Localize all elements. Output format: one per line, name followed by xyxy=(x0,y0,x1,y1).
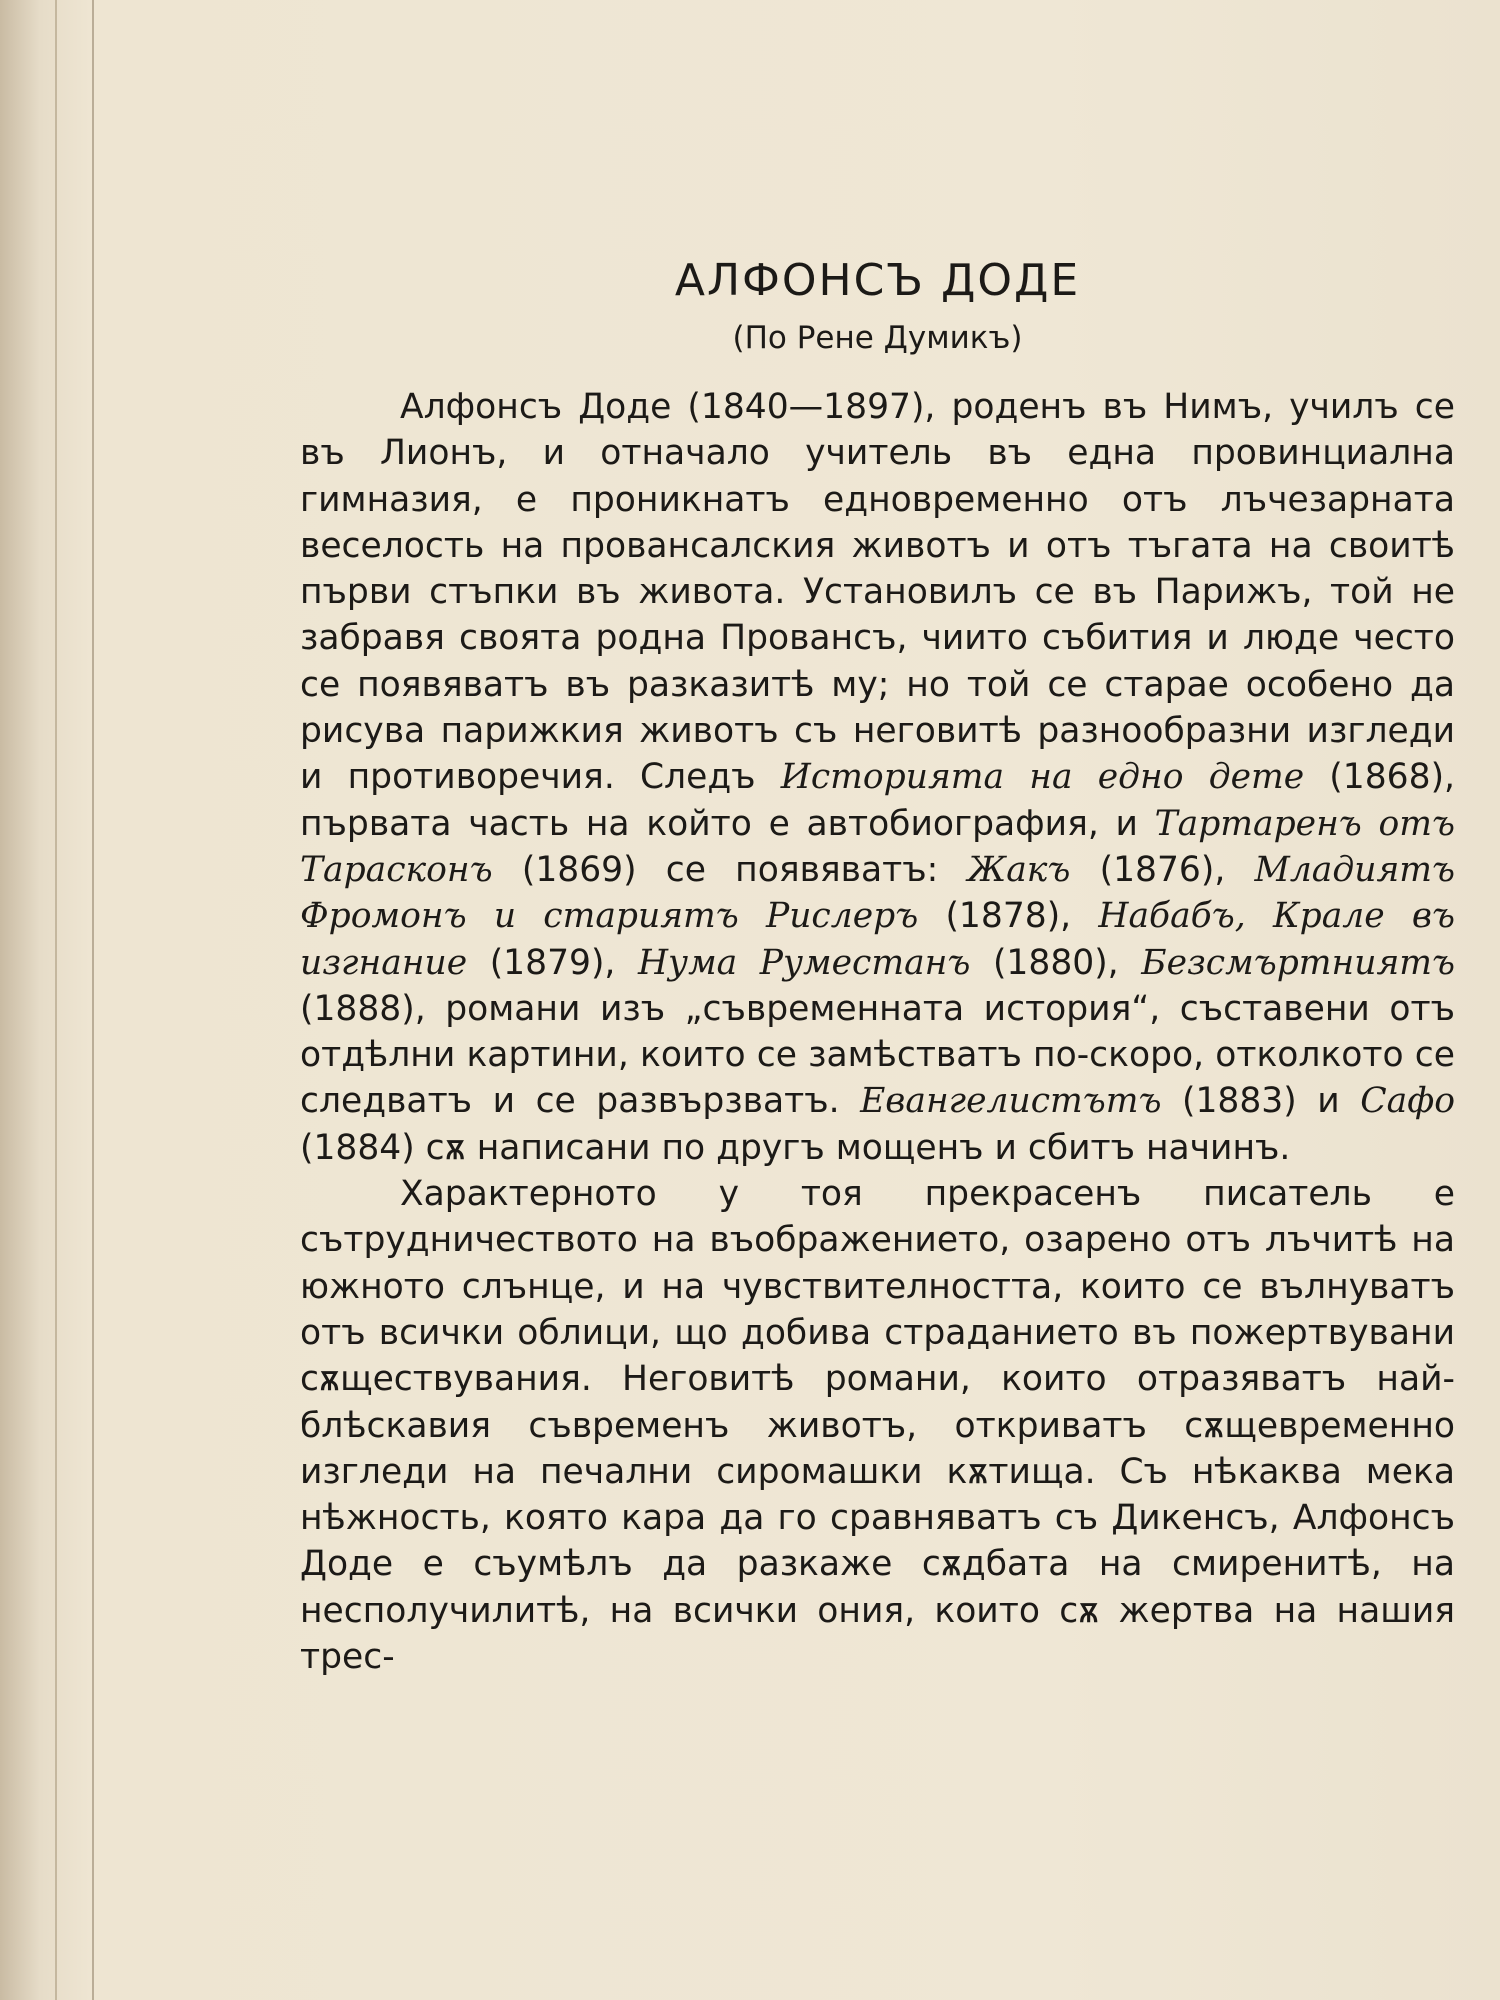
page-content xyxy=(300,255,1455,1680)
article-title: АЛФОНСЪ ДОДЕ xyxy=(674,255,1081,306)
work-title: Сафо xyxy=(1360,1081,1455,1122)
binding-gutter-line xyxy=(92,0,94,2000)
article-subtitle: (По Рене Думикъ) xyxy=(732,320,1023,356)
text-run: (1883) и xyxy=(1161,1081,1361,1122)
work-title: Евангелистътъ xyxy=(860,1081,1162,1122)
text-run: (1879), xyxy=(467,942,638,983)
work-title: Нума Руместанъ xyxy=(637,942,971,983)
work-title: Младиятъ Фромонъ и стариятъ Рислеръ xyxy=(300,849,1455,937)
work-title: Жакъ xyxy=(967,849,1071,890)
text-run: (1878), xyxy=(918,896,1099,937)
page-edge-line xyxy=(55,0,57,2000)
text-run: (1869) се появяватъ: xyxy=(492,849,968,890)
work-title: Историята на едно дете xyxy=(780,757,1305,798)
work-title: Набабъ, Крале въ изгнание xyxy=(300,896,1456,983)
text-run: Алфонсъ Доде (1840—1897), роденъ въ Нимъ, училъ се въ Лионъ, и отначало учитель въ една провинциална гимназия, е проникнатъ едновременно отъ лъчезарната веселость на провансалския животъ и отъ тъгата на своитѣ първи стъпки въ живота. Установилъ се въ Парижъ, той не забравя своята родна Провансъ, чиито събития и люде често се появяватъ въ разказитѣ му; но той се старае особено да рисува парижкия животъ съ неговитѣ разнообразни изгледи и противоречия. Следъ xyxy=(300,387,1455,798)
text-run: (1888), романи изъ „съвременната история“, съставени отъ отдѣлни картини, които се замѣстватъ по-скоро, отколкото се следватъ и се развързватъ. xyxy=(300,988,1455,1122)
paragraph-2 xyxy=(300,1171,1455,1680)
work-title: Тартаренъ отъ Тарасконъ xyxy=(300,803,1455,890)
text-run: (1880), xyxy=(970,942,1142,983)
text-run: (1868), първата часть на който е автобиография, и xyxy=(300,757,1455,844)
text-run: (1884) сѫ написани по другъ мощенъ и сбитъ начинъ. xyxy=(300,1127,1291,1168)
paragraph-1 xyxy=(300,384,1455,1171)
text-run: (1876), xyxy=(1070,849,1255,890)
text-run: Характерното у тоя прекрасенъ писатель е сътрудничеството на въображението, озарено отъ лъчитѣ на южното слънце, и на чувствителността, които се вълнуватъ отъ всички облици, що добива страданието въ пожертвувани сѫществувания. Неговитѣ романи, които отразяватъ най-блѣскавия съвременъ животъ, откриватъ сѫщевременно изгледи на печални сиромашки кѫтища. Съ нѣкаква мека нѣжность, която кара да го сравняватъ съ Дикенсъ, Алфонсъ Доде е съумѣлъ да разкаже сѫдбата на смиренитѣ, на несполучилитѣ, на всички ония, които сѫ жертва на нашия трес- xyxy=(300,1174,1455,1678)
work-title: Безсмъртниятъ xyxy=(1141,942,1456,983)
